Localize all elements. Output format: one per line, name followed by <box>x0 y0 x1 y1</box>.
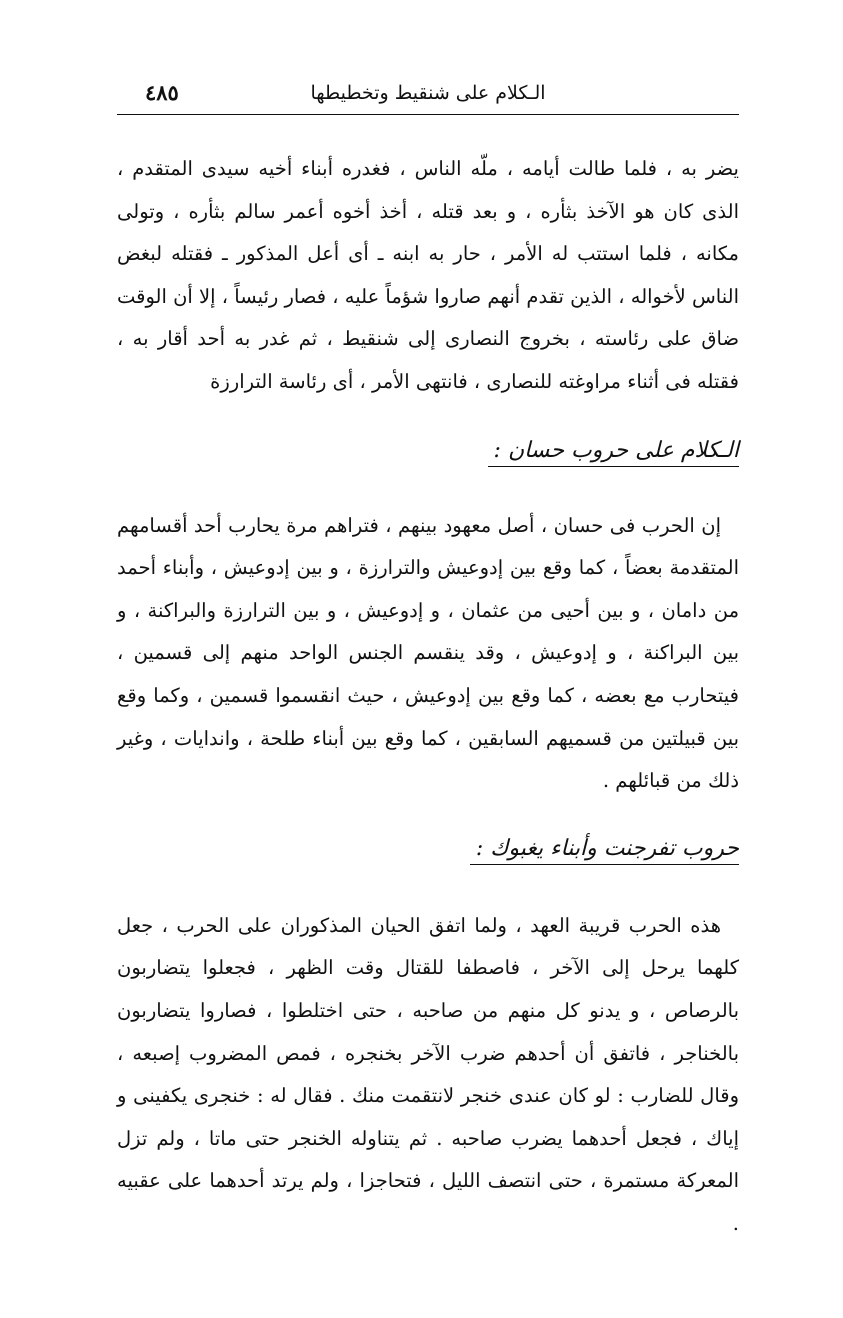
text-line: مراوغته للنصارى ، فانتهى الأمر ، أى رئاسة الترارزة <box>210 369 621 393</box>
section-heading-hassan-wars: الـكلام على حروب حسان : <box>488 438 739 467</box>
text-line: لو كان عندى خنجر لانتقمت منك . فقال له : خنجرى يكفينى و إياك ، فجعل <box>117 1084 739 1150</box>
text-line: و يدنو كل منهم من صاحبه ، حتى اختلطوا ، فصاروا يتضاربون بالخناجر ، فاتفق <box>117 998 740 1065</box>
text-line: بعضه ، كما وقع بين إدوعيش ، حيث انقسموا قسمين ، وكما وقع بين قبيلتين من <box>117 683 740 750</box>
heading-wrap-hassan-wars <box>117 438 739 467</box>
running-title: الـكلام على شنقيط وتخطيطها <box>310 82 546 104</box>
text-line: رئاسته ، بخروج النصارى إلى شنقيط ، ثم غدر به أحد أقار به ، فقتله فى أثناء <box>117 327 739 393</box>
text-line: المتقدمة بعضاً ، كما وقع بين إدوعيش والترارزة ، و بين إدوعيش ، وأبناء أحمد من <box>117 556 740 622</box>
text-line: كان هو الآخذ بثأره ، و بعد قتله ، أخذ أخوه أعمر سالم بثأره ، وتولى مكانه ، <box>117 199 739 266</box>
text-line: هذه الحرب قريبة العهد ، ولما اتفق الحيان المذكوران على الحرب ، جعل <box>117 913 721 937</box>
page-header <box>117 78 739 115</box>
paragraph-section3 <box>117 905 739 1246</box>
paragraph-section2 <box>117 505 739 803</box>
text-line: إن الحرب فى حسان ، أصل معهود بينهم ، فتراهم مرة يحارب أحد أقسامهم <box>117 513 721 537</box>
text-line: دامان ، و بين أحيى من عثمان ، و إدوعيش ، و بين الترارزة والبراكنة ، و بين <box>117 598 739 665</box>
text-line: كلهما يرحل إلى الآخر ، فاصطفا للقتال وقت الظهر ، فجعلوا يتضاربون بالرصاص ، <box>117 956 740 1022</box>
section-heading-tafarjant-wars: حروب تفرجنت وأبناء يغبوك : <box>470 836 739 865</box>
heading-wrap-tafarjant-wars <box>117 836 739 865</box>
page-number: ٤٨٥ <box>145 80 179 105</box>
text-line: قسميهم السابقين ، كما وقع بين أبناء طلحة ، واندايات ، وغير ذلك من قبائلهم . <box>117 726 739 793</box>
paragraph-section1 <box>117 148 739 404</box>
text-line: فلما استتب له الأمر ، حار به ابنه ـ أى أعل المذكور ـ فقتله لبغض الناس لأخواله ، <box>117 242 739 308</box>
text-line: البراكنة ، و إدوعيش ، وقد ينقسم الجنس الواحد منهم إلى قسمين ، فيتحارب مع <box>117 641 739 707</box>
text-line: أن أحدهم ضرب الآخر بخنجره ، فمص المضروب إصبعه ، وقال للضارب : <box>117 1041 739 1108</box>
text-line: الذين تقدم أنهم صاروا شؤماً عليه ، فصار رئيساً ، إلا أن الوقت ضاق على <box>116 284 740 351</box>
text-line: يضر به ، فلما طالت أيامه ، ملّه الناس ، فغدره أبناء أخيه سيدى المتقدم ، الذى <box>117 157 739 223</box>
text-line: أحدهما يضرب صاحبه . ثم يتناوله الخنجر حتى ماتا ، ولم تزل المعركة مستمرة ، <box>117 1126 740 1193</box>
text-line: حتى انتصف الليل ، فتحاجزا ، ولم يرتد أحدهما على عقبيه . <box>117 1169 739 1235</box>
page-body <box>117 148 739 1245</box>
